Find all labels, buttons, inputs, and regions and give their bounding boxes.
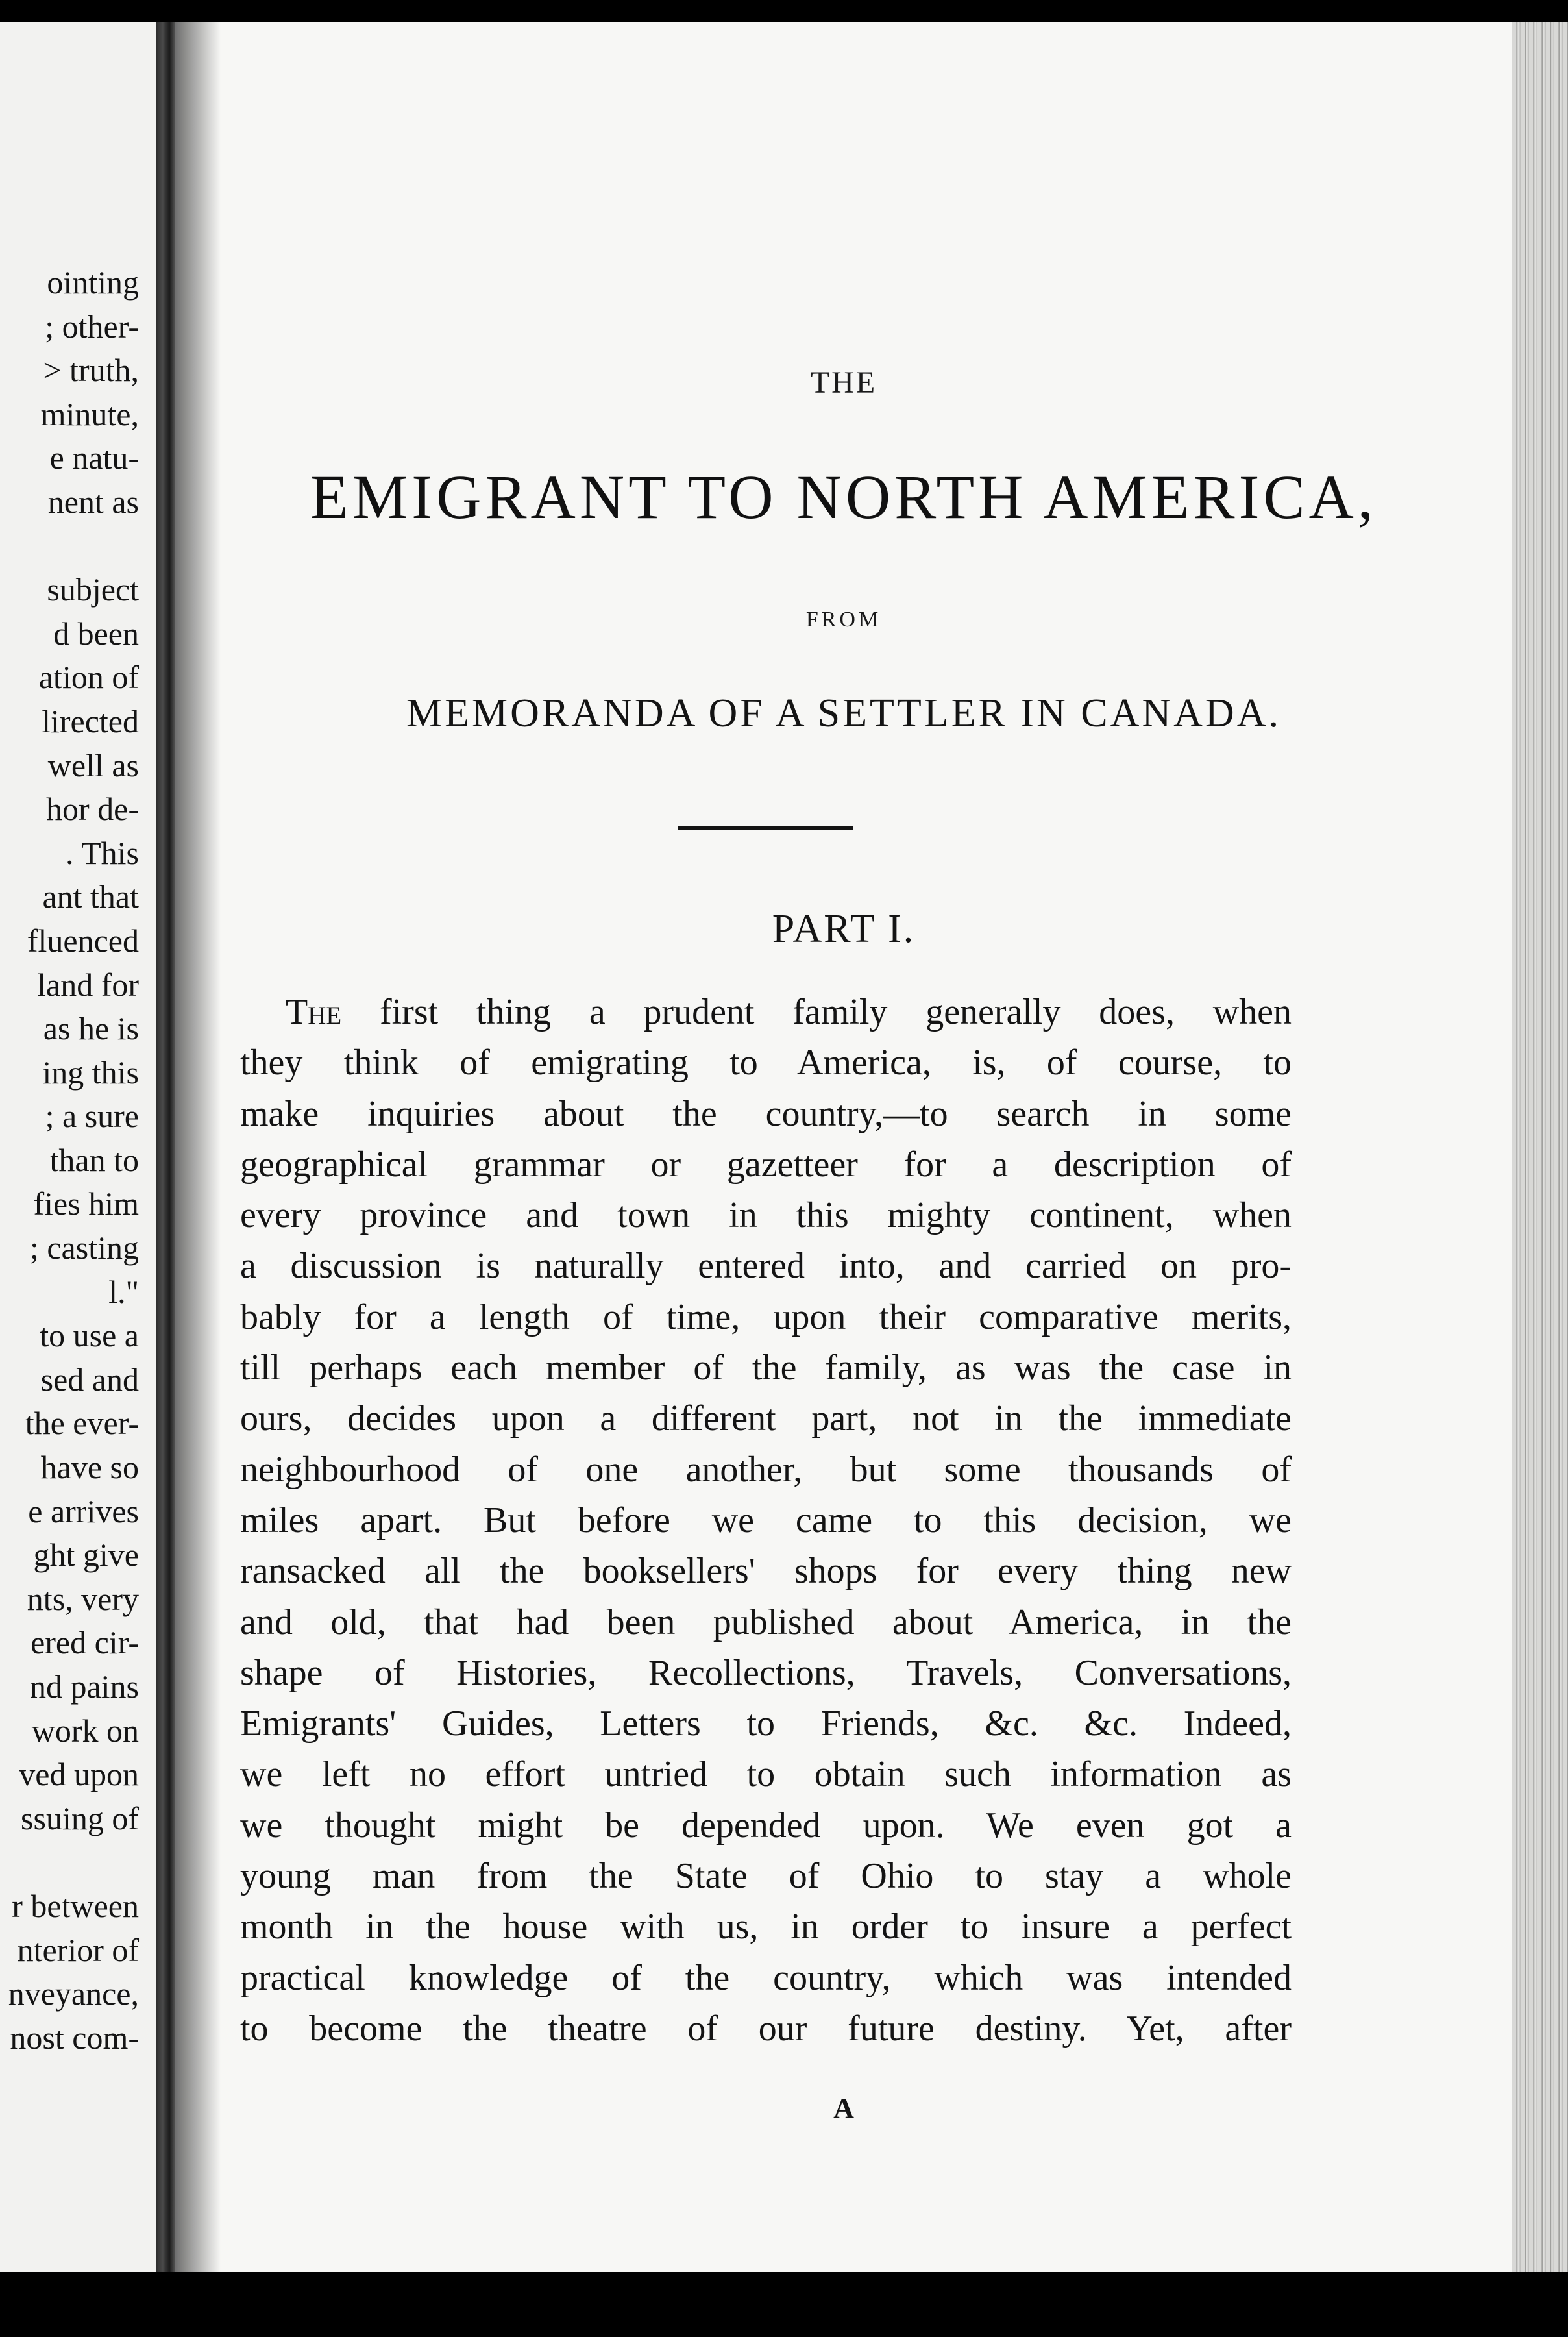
body-line: bably for a length of time, upon their comparative merits,: [240, 1296, 1292, 1337]
previous-page-line: minute,: [40, 395, 139, 432]
previous-page-line: land for: [37, 966, 139, 1003]
previous-page-line: well as: [47, 747, 139, 784]
previous-page-line: > truth,: [43, 352, 139, 389]
lead-word: The: [286, 992, 342, 1032]
previous-page-line: ; a sure: [45, 1098, 139, 1135]
previous-page-line: nterior of: [17, 1931, 139, 1968]
body-line: to become the theatre of our future destiny. Yet, after: [240, 2008, 1292, 2049]
previous-page-line: ght give: [33, 1537, 139, 1574]
body-line: month in the house with us, in order to insure a perfect: [240, 1907, 1292, 1948]
previous-page-line: sed and: [40, 1361, 139, 1398]
body-line: miles apart. But before we came to this decision, we: [240, 1500, 1292, 1540]
previous-page-line: ointing: [47, 264, 139, 301]
book-subtitle: MEMORANDA OF A SETTLER IN CANADA.: [406, 691, 1281, 736]
previous-page-line: hor de-: [46, 791, 139, 828]
previous-page-line: . This: [66, 834, 139, 871]
previous-page-line: ; other-: [45, 308, 139, 345]
previous-page-line: [0, 1840, 139, 1885]
previous-page-line: subject: [47, 571, 139, 608]
previous-page-line: e natu-: [49, 439, 139, 476]
previous-page-line: ved upon: [19, 1756, 139, 1793]
previous-page-line: r between: [12, 1887, 139, 1924]
previous-page-line: ation of: [38, 659, 139, 696]
body-line-text: first thing a prudent family generally does, when: [341, 992, 1292, 1032]
body-line: Emigrants' Guides, Letters to Friends, &c. &c. Indeed,: [240, 1703, 1292, 1744]
body-line: practical knowledge of the country, which was intended: [240, 1957, 1292, 1998]
previous-page-line: ered cir-: [31, 1624, 139, 1661]
body-line: till perhaps each member of the family, as was the case in: [240, 1348, 1292, 1389]
scan-border-bottom: [0, 2272, 1568, 2337]
running-title: THE: [810, 365, 877, 400]
previous-page-line: have so: [40, 1449, 139, 1486]
body-line: we left no effort untried to obtain such information as: [240, 1754, 1292, 1795]
previous-page-line: than to: [49, 1141, 139, 1178]
signature-mark: A: [833, 2092, 854, 2124]
body-line: ransacked all the booksellers' shops for every thing new: [240, 1551, 1292, 1592]
book-title: EMIGRANT TO NORTH AMERICA,: [310, 462, 1377, 532]
previous-page-line: nts, very: [27, 1580, 139, 1617]
previous-page-fragment: [0, 22, 156, 2272]
previous-page-line: nveyance,: [8, 1975, 139, 2012]
scan-border-top: [0, 0, 1568, 22]
previous-page-text: [0, 261, 139, 2060]
previous-page-line: the ever-: [25, 1405, 139, 1442]
body-line: geographical grammar or gazetteer for a description of: [240, 1144, 1292, 1185]
previous-page-line: to use a: [40, 1317, 139, 1354]
previous-page-line: fluenced: [27, 922, 139, 959]
previous-page-line: nost com-: [10, 2019, 139, 2056]
previous-page-line: lirected: [42, 702, 139, 739]
body-paragraph: [240, 987, 1292, 2054]
previous-page-line: l.": [108, 1273, 139, 1310]
title-rule-divider: [678, 826, 853, 830]
gutter-shadow: [175, 22, 221, 2272]
previous-page-line: ssuing of: [21, 1799, 139, 1836]
body-line: they think of emigrating to America, is, of course, to: [240, 1043, 1292, 1083]
body-line: we thought might be depended upon. We even got a: [240, 1805, 1292, 1846]
previous-page-line: d been: [53, 615, 139, 652]
previous-page-line: nd pains: [29, 1668, 139, 1705]
previous-page-line: ing this: [42, 1054, 139, 1091]
body-line: neighbourhood of one another, but some thousands of: [240, 1449, 1292, 1490]
book-gutter: [156, 22, 175, 2272]
previous-page-line: as he is: [43, 1010, 139, 1047]
body-line: a discussion is naturally entered into, and carried on pro-: [240, 1246, 1292, 1287]
body-line: make inquiries about the country,—to search in some: [240, 1093, 1292, 1134]
previous-page-line: ; casting: [29, 1230, 139, 1267]
previous-page-line: ant that: [42, 878, 139, 915]
body-line: [240, 987, 1292, 1037]
previous-page-line: nent as: [47, 483, 139, 520]
body-line: young man from the State of Ohio to stay a whole: [240, 1856, 1292, 1897]
body-line: ours, decides upon a different part, not in the immediate: [240, 1398, 1292, 1439]
previous-page-line: [0, 525, 139, 569]
page-edges-stack: [1512, 22, 1568, 2272]
previous-page-line: fies him: [33, 1185, 139, 1222]
previous-page-line: e arrives: [28, 1492, 139, 1529]
previous-page-line: work on: [31, 1712, 139, 1749]
from-line: FROM: [805, 608, 882, 632]
part-heading: PART I.: [772, 907, 916, 951]
body-line: shape of Histories, Recollections, Travels, Conversations,: [240, 1652, 1292, 1693]
body-line: and old, that had been published about America, in the: [240, 1601, 1292, 1642]
body-line: every province and town in this mighty continent, when: [240, 1195, 1292, 1236]
